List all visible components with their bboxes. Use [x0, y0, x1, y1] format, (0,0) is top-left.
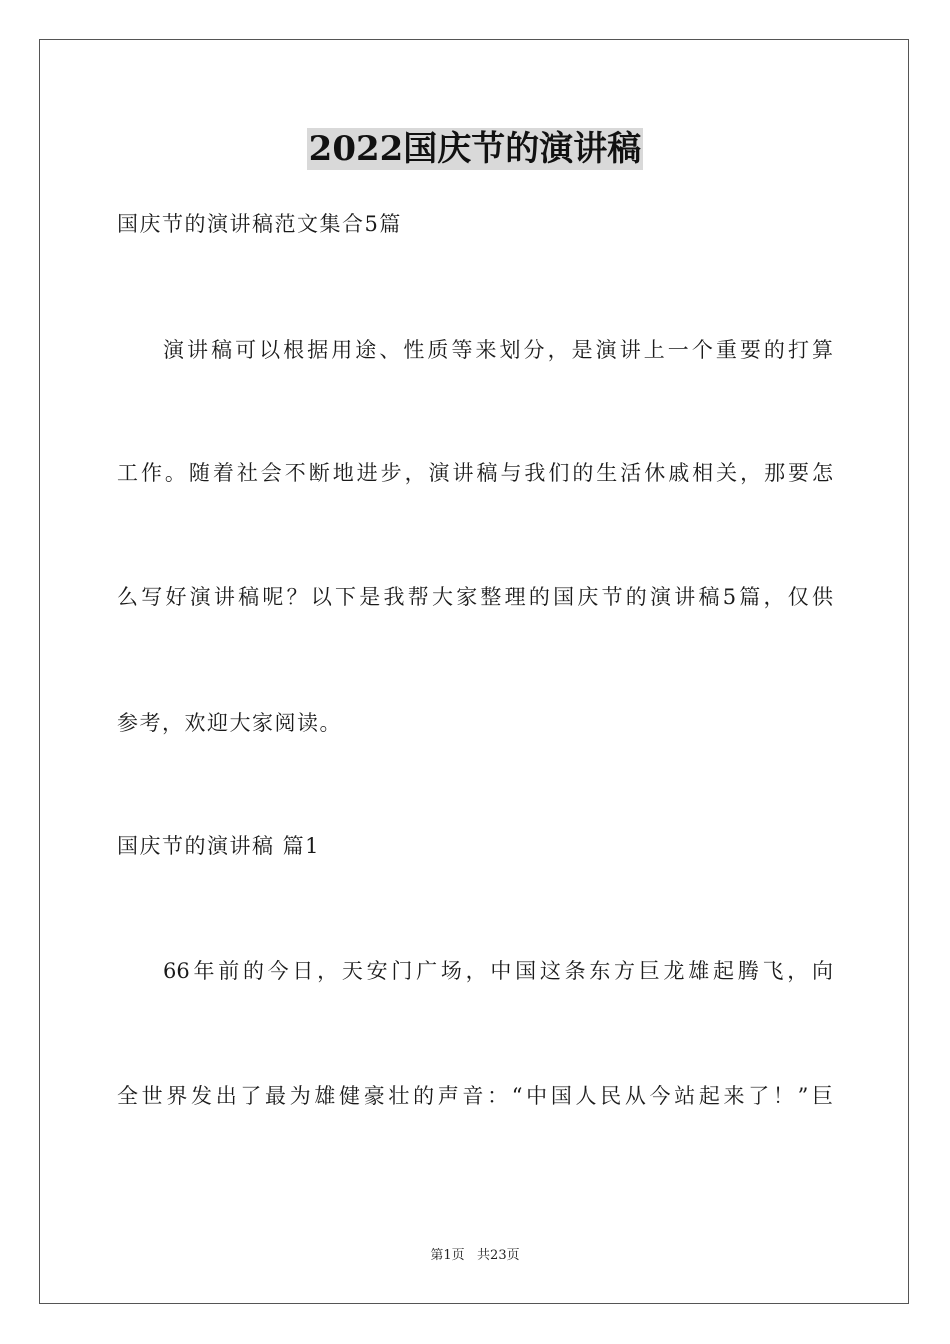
paragraph-line: 参考，欢迎大家阅读。: [117, 711, 342, 735]
paragraph-line: 演讲稿可以根据用途、性质等来划分，是演讲上一个重要的打算: [163, 338, 833, 362]
document-title: 2022国庆节的演讲稿: [308, 129, 642, 169]
title-container: [0, 128, 950, 170]
paragraph-line: 工作。随着社会不断地进步，演讲稿与我们的生活休戚相关，那要怎: [117, 461, 833, 485]
section-heading: 国庆节的演讲稿 篇1: [117, 834, 321, 858]
paragraph-line: 全世界发出了最为雄健豪壮的声音：“中国人民从今站起来了！”巨: [117, 1084, 833, 1108]
document-subtitle: 国庆节的演讲稿范文集合5篇: [117, 212, 402, 236]
paragraph-line: 66年前的今日，天安门广场，中国这条东方巨龙雄起腾飞，向: [163, 959, 833, 983]
paragraph-line: 么写好演讲稿呢？以下是我帮大家整理的国庆节的演讲稿5篇，仅供: [117, 585, 833, 609]
page-number-footer: 第1页 共23页: [430, 1248, 520, 1263]
